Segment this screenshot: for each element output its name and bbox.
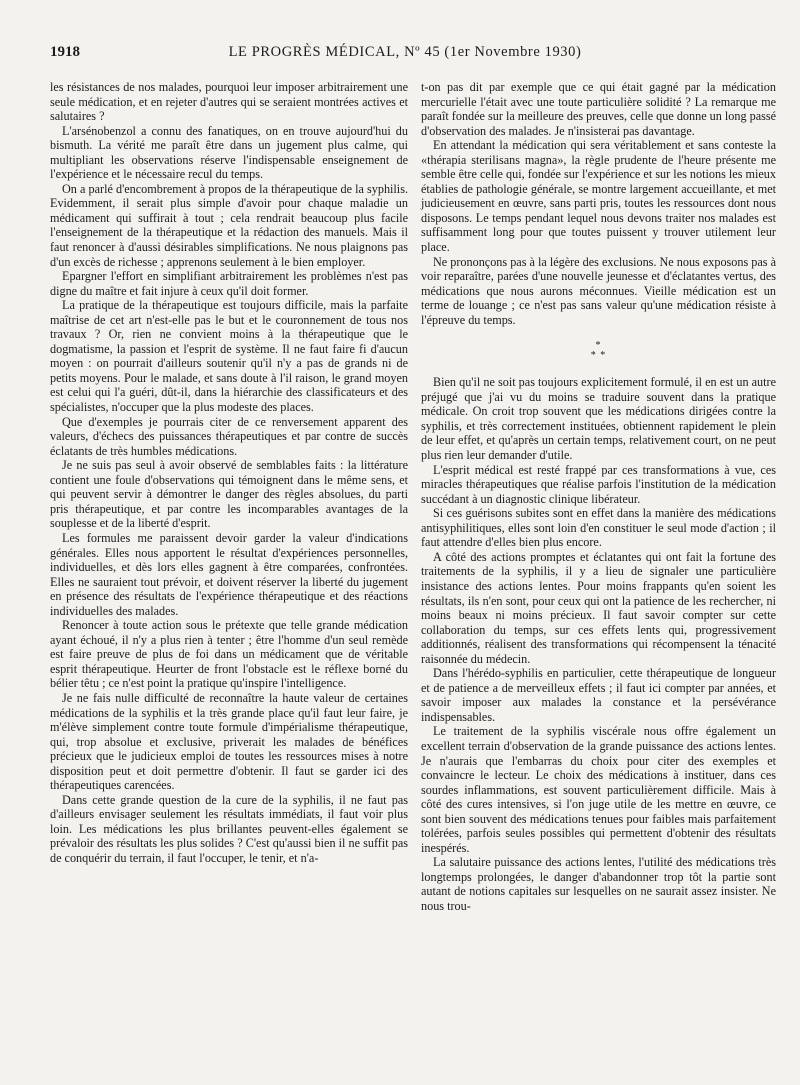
paragraph: La salutaire puissance des actions lentes, l'utilité des médications très longtemps prolongées, le danger d'abandonner trop tôt la partie sont autant de notions capitales sur lesquelles on ne saurait assez insister. Ne nous trou- — [421, 855, 776, 913]
section-break-asterism — [421, 341, 776, 361]
paragraph: Que d'exemples je pourrais citer de ce renversement apparent des valeurs, d'échecs des puissances thérapeutiques et par contre de succès éclatants de très humbles médications. — [50, 414, 408, 458]
running-head: LE PROGRÈS MÉDICAL, Nº 45 (1er Novembre 1930) — [228, 44, 582, 60]
paragraph: Bien qu'il ne soit pas toujours explicitement formulé, il en est un autre préjugé que j'ai vu du moins se traduire souvent dans la pratique médicale. On croit trop souvent que les médications dirigées contre la syphilis, et très correctement instituées, obtiennent rapidement le plein de leur effet, et qu'après un certain temps, relativement court, on ne peut plus rien leur demander d'utile. — [421, 375, 776, 463]
paragraph: La pratique de la thérapeutique est toujours difficile, mais la parfaite maîtrise de cet art n'est-elle pas le but et le couronnement de tous nos travaux ? Or, rien ne convient moins à la thérapeutique que le dogmatisme, la passion et l'esprit de système. Il ne faut faire fi d'aucun moyen : on pourrait d'ailleurs soutenir qu'il n'y a pas de grands ni de petits moyens. Pour le malade, et sans doute à l'il raison, le grand moyen est celui qui l'a guéri, dût-il, dans la hiérarchie des classificateurs et des spécialistes, n'occuper que la plus modeste des places. — [50, 298, 408, 415]
paragraph: Le traitement de la syphilis viscérale nous offre également un excellent terrain d'observation de la grande puissance des actions lentes. Je n'aurais que l'embarras du choix pour citer des exemples et convaincre le lecteur. Le choix des médications à instituer, dans ces sourdes inflammations, est souvent particulièrement difficile. Mais à côté des cures intensives, si l'on juge utile de les mettre en œuvre, ce sont bien souvent des médications tenues pour faibles mais parfaitement tolérées, parfois seules possibles qui permettent d'obtenir des résultats inespérés. — [421, 724, 776, 855]
paragraph: A côté des actions promptes et éclatantes qui ont fait la fortune des traitements de la syphilis, il y a lieu de signaler une particulière insistance des actions lentes. Pour moins frappants qu'en soient les résultats, ils n'en sont, pour ceux qui ont la patience de les rechercher, ni moins beaux ni moins précieux. Il faut savoir compter sur cette collaboration du temps, sur ces effets lents qui, progressivement additionnés, réalisent des transformations qui récompensent la ténacité raisonnée du médecin. — [421, 549, 776, 666]
page-number: 1918 — [50, 44, 80, 60]
paragraph: Dans cette grande question de la cure de la syphilis, il ne faut pas d'ailleurs envisager seulement les résultats immédiats, il faut voir plus loin. Les médications les plus brillantes peuvent-elles également se prévaloir des résultats les plus solides ? C'est qu'aussi bien il ne suffit pas de conquérir du terrain, il faut l'occuper, le tenir, et n'a- — [50, 792, 408, 865]
paragraph: Dans l'hérédo-syphilis en particulier, cette thérapeutique de longueur et de patience a de merveilleux effets ; il faut ici compter par années, et savoir imposer aux malades la constance et la persévérance indispensables. — [421, 666, 776, 724]
paragraph: On a parlé d'encombrement à propos de la thérapeutique de la syphilis. Evidemment, il serait plus simple d'avoir pour chaque maladie un médicament qui suffirait à tout ; cela rendrait beaucoup plus facile l'enseignement de la thérapeutique et la rédaction des manuels. Mais il faut renoncer à d'aussi désirables simplifications. Ne nous plaignons pas d'un excès de richesse ; apprenons seulement à le bien employer. — [50, 181, 408, 269]
paragraph: Ne prononçons pas à la légère des exclusions. Ne nous exposons pas à voir reparaître, parées d'une nouvelle jeunesse et d'éclatantes vertus, des médications que nous aurons méconnues. Vieille médication est un terme de louange ; ce n'est pas sans valeur qu'une médication résiste à l'épreuve du temps. — [421, 254, 776, 327]
paragraph: Renoncer à toute action sous le prétexte que telle grande médication ayant échoué, il n'y a plus rien à tenter ; être l'homme d'un seul remède est faire preuve de plus de foi dans un médicament que de véritable esprit thérapeutique. Heurter de front l'obstacle est le réflexe borné du bélier têtu ; ce n'est point la pratique qu'inspire l'intelligence. — [50, 618, 408, 691]
paragraph: Si ces guérisons subites sont en effet dans la manière des médications antisyphilitiques, elles sont loin d'en constituer le seul mode d'action ; il faut attendre d'elles bien plus encore. — [421, 506, 776, 550]
paragraph: L'arsénobenzol a connu des fanatiques, on en trouve aujourd'hui du bismuth. La vérité me paraît être dans un jugement plus calme, qui multipliant les observations réserve l'indispensable enseignement de l'expérience et le nécessaire recul du temps. — [50, 123, 408, 182]
paragraph: Les formules me paraissent devoir garder la valeur d'indications générales. Elles nous apportent le résultat d'expériences personnelles, individuelles, et dès lors elles gagnent à être comparées, confrontées. Elles ne sauraient tout prévoir, et doivent réserver la liberté du jugement en présence des résultats de l'expérience thérapeutique et des réactions individuelles des malades. — [50, 530, 408, 618]
paragraph: les résistances de nos malades, pourquoi leur imposer arbitrairement une seule médication, et en rejeter d'autres qui se seraient montrées actives et salutaires ? — [50, 80, 408, 124]
paragraph: En attendant la médication qui sera véritablement et sans conteste la «thérapia sterilisans magna», la règle prudente de l'heure présente me semble être celle qui, fondée sur l'expérience et sur les notions les mieux établies de pathologie générale, se montre largement accueillante, et met judicieusement en œuvre, sans parti pris, toutes les ressources dont nous disposons. Le temps pendant lequel nous devons traiter nos malades est suffisamment long pour que toutes puissent y trouver utilement leur place. — [421, 138, 776, 255]
asterism-top: * — [595, 340, 602, 352]
paragraph: Epargner l'effort en simplifiant arbitrairement les problèmes n'est pas digne du maître et fait injure à ceux qu'il doit former. — [50, 269, 408, 298]
right-column — [421, 80, 776, 914]
paragraph: Je ne suis pas seul à avoir observé de semblables faits : la littérature contient une foule d'observations qui témoignent dans le même sens, et qui peuvent servir à démontrer le danger des règles absolues, du parti pris thérapeutique, et par contre les incomparables avantages de la souplesse et de la liberté d'esprit. — [50, 458, 408, 531]
paragraph: Je ne fais nulle difficulté de reconnaître la haute valeur de certaines médications de la syphilis et la très grande place qu'il faut leur faire, je m'élève simplement contre toute formule d'impérialisme thérapeutique, qui, trop absolue et exclusive, priverait les malades de bénéfices précieux que le judicieux emploi de toutes les ressources mises à notre disposition peut et doit permettre d'obtenir. Il faut se garder ici des thérapeutiques carencées. — [50, 690, 408, 793]
page-header — [50, 44, 760, 66]
left-column — [50, 80, 408, 866]
paragraph: L'esprit médical est resté frappé par ces transformations à vue, ces miracles thérapeutiques que réalise parfois l'institution de la médication succédant à un diagnostic clinique libérateur. — [421, 462, 776, 506]
paragraph: t-on pas dit par exemple que ce qui était gagné par la médication mercurielle l'était avec une toute particulière solidité ? La remarque me paraît fondée sur la meilleure des preuves, celle que donne un long passé d'observation des malades. Je n'insisterai pas davantage. — [421, 80, 777, 138]
asterism-bottom: * * — [590, 350, 607, 362]
